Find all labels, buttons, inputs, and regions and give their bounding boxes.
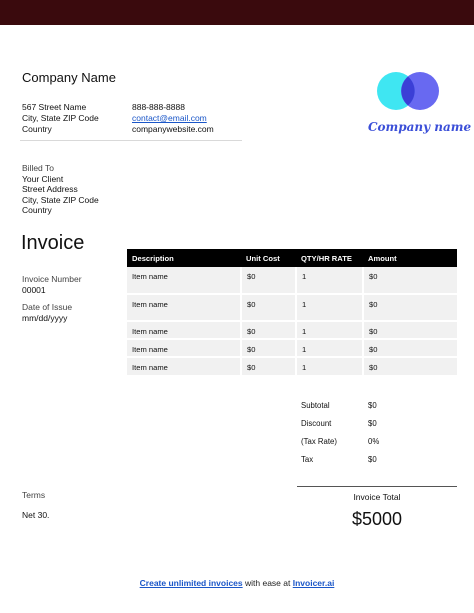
address-line: 567 Street Name	[22, 102, 87, 112]
tax-label: Tax	[301, 455, 314, 464]
header-unit-cost: Unit Cost	[241, 249, 296, 267]
invoice-title: Invoice	[21, 232, 85, 254]
header-amount: Amount	[363, 249, 457, 267]
company-contact	[132, 102, 214, 135]
cell-unit-cost: $0	[241, 267, 296, 294]
cell-amount: $0	[363, 321, 457, 339]
cell-qty: 1	[296, 267, 363, 294]
header-description: Description	[127, 249, 241, 267]
header-qty-rate: QTY/HR RATE	[296, 249, 363, 267]
tax-rate-label: (Tax Rate)	[301, 437, 337, 446]
invoicer-link[interactable]: Invoicer.ai	[292, 578, 335, 588]
subtotal-label: Subtotal	[301, 401, 330, 410]
company-address	[22, 102, 99, 135]
date-of-issue-label: Date of Issue	[22, 302, 73, 312]
top-banner	[0, 0, 474, 25]
cell-qty: 1	[296, 357, 363, 375]
invoice-total-label: Invoice Total	[353, 492, 401, 502]
website-text: companywebsite.com	[132, 124, 214, 134]
discount-value: $0	[368, 419, 377, 428]
create-invoices-link[interactable]: Create unlimited invoices	[139, 578, 243, 588]
logo-text: Company name	[368, 120, 472, 134]
cell-amount: $0	[363, 267, 457, 294]
invoice-number-label: Invoice Number	[22, 274, 82, 284]
cell-unit-cost: $0	[241, 357, 296, 375]
cell-description: Item name	[127, 267, 241, 294]
discount-label: Discount	[301, 419, 332, 428]
cell-unit-cost: $0	[241, 339, 296, 357]
billed-to-line: Country	[22, 205, 52, 215]
cell-qty: 1	[296, 321, 363, 339]
cell-amount: $0	[363, 339, 457, 357]
cell-description: Item name	[127, 294, 241, 321]
email-link[interactable]: contact@email.com	[132, 113, 207, 123]
footer-text: with ease at	[242, 578, 293, 588]
invoice-number: 00001	[22, 285, 46, 295]
billed-to-line: Street Address	[22, 184, 78, 194]
billed-to-line: City, State ZIP Code	[22, 194, 99, 205]
cell-amount: $0	[363, 357, 457, 375]
table-row	[127, 321, 457, 339]
cell-amount: $0	[363, 294, 457, 321]
cell-description: Item name	[127, 357, 241, 375]
table-row	[127, 357, 457, 375]
tax-rate-value: 0%	[368, 437, 380, 446]
subtotal-value: $0	[368, 401, 377, 410]
terms-label: Terms	[22, 490, 46, 500]
terms-value: Net 30.	[22, 510, 50, 520]
cell-description: Item name	[127, 339, 241, 357]
address-line: City, State ZIP Code	[22, 113, 99, 123]
date-of-issue: mm/dd/yyyy	[22, 313, 68, 323]
billed-to-label: Billed To	[22, 163, 54, 173]
cell-unit-cost: $0	[241, 321, 296, 339]
tax-value: $0	[368, 455, 377, 464]
table-header-row	[127, 249, 457, 267]
cell-qty: 1	[296, 294, 363, 321]
billed-to-block	[22, 163, 99, 216]
totals-divider	[297, 486, 457, 487]
address-line: Country	[22, 124, 52, 134]
cell-unit-cost: $0	[241, 294, 296, 321]
billed-to-line: Your Client	[22, 173, 64, 184]
invoice-total-amount: $5000	[351, 509, 403, 529]
footer	[0, 578, 474, 588]
table-row	[127, 267, 457, 294]
line-items-table	[127, 249, 457, 375]
company-name: Company Name	[22, 70, 116, 85]
header-divider	[20, 140, 242, 141]
cell-qty: 1	[296, 339, 363, 357]
table-row	[127, 339, 457, 357]
phone-number: 888-888-8888	[132, 102, 185, 112]
table-row	[127, 294, 457, 321]
cell-description: Item name	[127, 321, 241, 339]
